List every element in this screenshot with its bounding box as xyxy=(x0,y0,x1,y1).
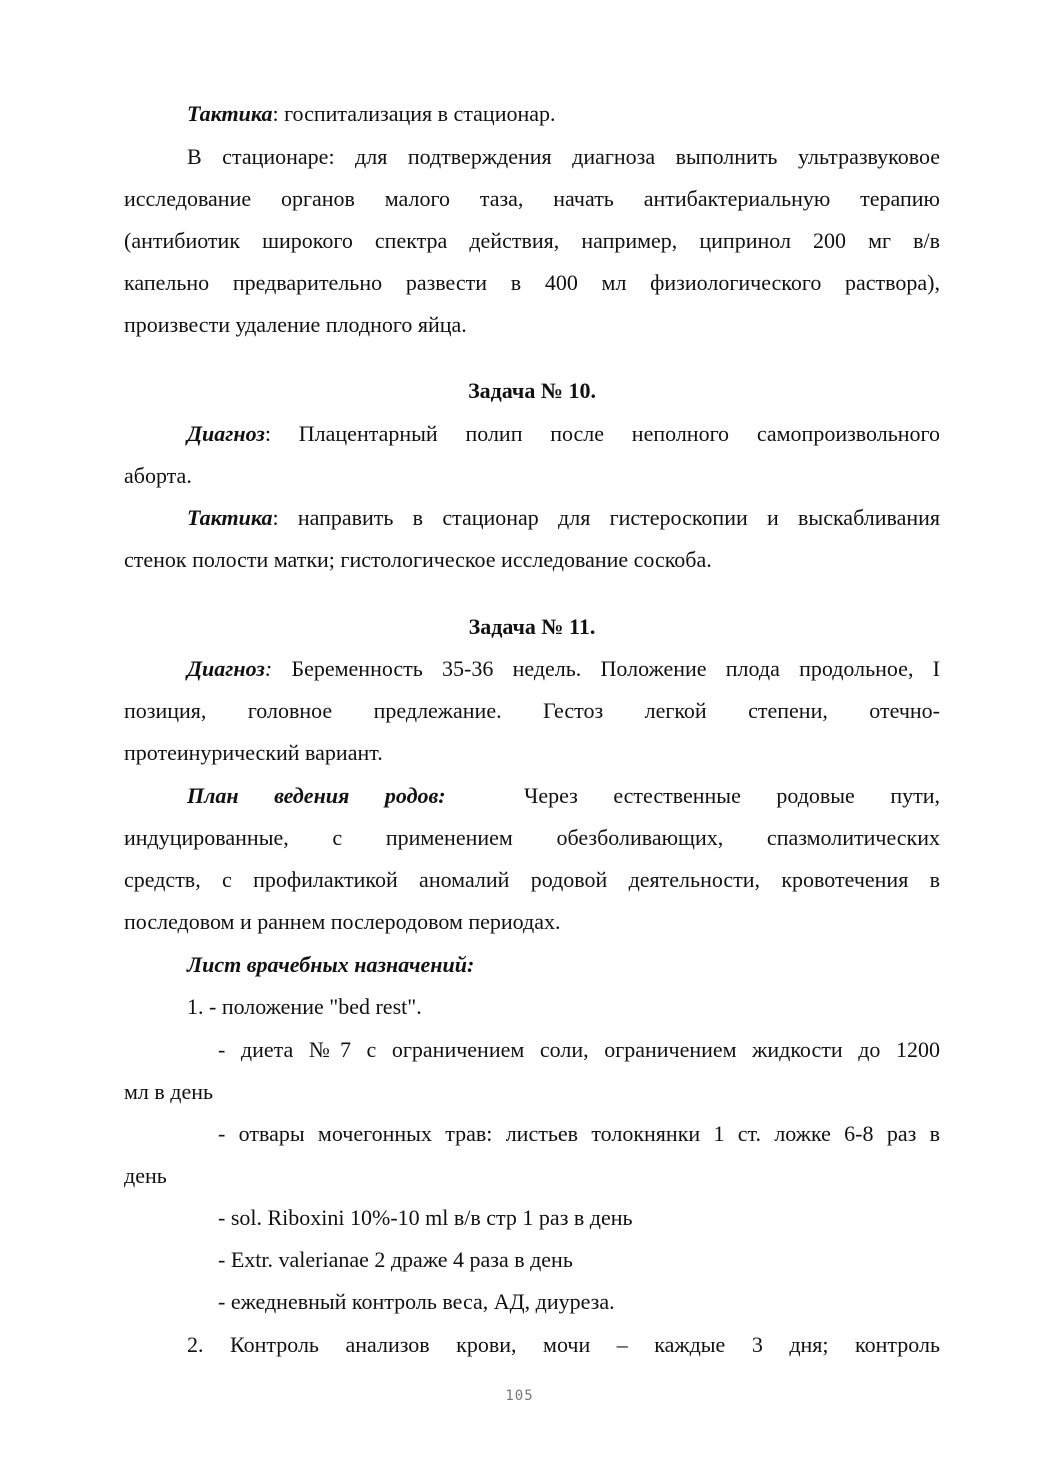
hospital-line-3: (антибиотик широкого спектра действия, например, ципринол 200 мг в/в xyxy=(124,228,940,253)
prescription-monitoring: - ежедневный контроль веса, АД, диуреза. xyxy=(218,1289,615,1314)
prescription-item-1: 1. - положение "bed rest". xyxy=(187,994,422,1019)
task-11-plan-text: Через естественные родовые пути, xyxy=(524,783,940,808)
prescriptions-heading: Лист врачебных назначений: xyxy=(187,952,475,977)
tactic-text: : госпитализация в стационар. xyxy=(272,101,556,126)
prescription-diet-line-1: - диета №7 с ограничением соли, ограничением жидкости до 1200 xyxy=(218,1037,940,1062)
hospital-line-5: произвести удаление плодного яйца. xyxy=(124,312,467,337)
prescription-valerian: - Extr. valerianae 2 драже 4 раза в день xyxy=(218,1247,573,1272)
hospital-line-2: исследование органов малого таза, начать антибактериальную терапию xyxy=(124,186,940,211)
task-11-plan-line-1 xyxy=(187,782,940,810)
task-10-diagnosis-line-1 xyxy=(187,420,940,448)
prescription-herbs-line-1: - отвары мочегонных трав: листьев толокнянки 1 ст. ложке 6-8 раз в xyxy=(218,1121,940,1146)
task-11-diagnosis-line-1 xyxy=(187,655,940,683)
hospital-line-1: В стационаре: для подтверждения диагноза выполнить ультразвуковое xyxy=(187,144,940,169)
task-10-diagnosis-line-2: аборта. xyxy=(124,463,192,488)
task-10-tactic-line-2: стенок полости матки; гистологическое исследование соскоба. xyxy=(124,547,712,572)
prescription-riboxin: - sol. Riboxini 10%-10 ml в/в стр 1 раз в день xyxy=(218,1205,633,1230)
task-11-plan-line-4: последовом и раннем послеродовом периодах. xyxy=(124,909,561,934)
task-11-diagnosis-text: Беременность 35-36 недель. Положение плода продольное, I xyxy=(272,656,940,681)
task-11-heading: Задача № 11. xyxy=(468,614,596,639)
task-11-plan-line-3: средств, с профилактикой аномалий родовой деятельности, кровотечения в xyxy=(124,867,940,892)
tactic-paragraph xyxy=(187,100,940,128)
hospital-line-4: капельно предварительно развести в 400 мл физиологического раствора), xyxy=(124,270,940,295)
task-11-diagnosis-line-3: протеинурический вариант. xyxy=(124,740,383,765)
task-10-diagnosis-label: Диагноз xyxy=(187,421,265,446)
prescription-herbs-line-2: день xyxy=(124,1163,167,1188)
tactic-label: Тактика xyxy=(187,101,273,126)
task-10-tactic-text: : направить в стационар для гистероскопии и выскабливания xyxy=(272,505,940,530)
task-11-diagnosis-line-2: позиция, головное предлежание. Гестоз легкой степени, отечно- xyxy=(124,698,940,723)
task-11-diagnosis-colon: : xyxy=(264,656,273,681)
task-11-plan-label: План ведения родов: xyxy=(187,783,446,808)
prescription-item-2: 2. Контроль анализов крови, мочи – каждые 3 дня; контроль xyxy=(187,1332,940,1357)
prescription-diet-line-2: мл в день xyxy=(124,1079,214,1104)
page-number: 105 xyxy=(505,1388,534,1404)
task-10-heading: Задача № 10. xyxy=(468,378,596,403)
task-10-diagnosis-text: : Плацентарный полип после неполного самопроизвольного xyxy=(264,421,940,446)
task-11-diagnosis-label: Диагноз xyxy=(187,656,265,681)
task-10-tactic-line-1 xyxy=(187,504,940,532)
task-10-tactic-label: Тактика xyxy=(187,505,273,530)
task-11-plan-line-2: индуцированные, с применением обезболивающих, спазмолитических xyxy=(124,825,940,850)
